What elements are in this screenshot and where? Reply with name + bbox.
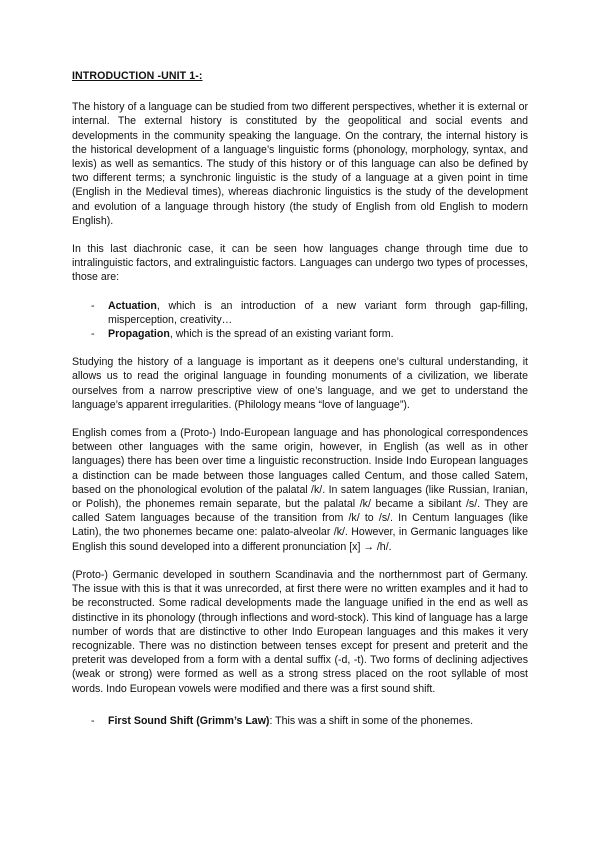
list-item-actuation [72,299,528,327]
paragraph-external-internal-history: The history of a language can be studied from two different perspectives, whether it is external or internal. The external history is constituted by the geopolitical and social events and developments in the community speaking the language. On the contrary, the internal history is the historical development of a language’s linguistic forms (phonology, morphology, syntax, and lexis) as well as semantics. The study of this history or of this language can also be defined by two different terms; a synchronic linguistic is the study of a language at a given point in time (English in the Medieval times), whereas diachronic linguistics is the study of the development and evolution of a language through history (the study of English from old English to modern English). [72,101,528,227]
term-propagation: Propagation [108,328,170,341]
document-body [72,69,528,742]
list-item-propagation [72,327,528,341]
paragraph-importance-of-history: Studying the history of a language is important as it deepens one’s cultural understanding, it allows us to read the original language in founding monuments of a civilization, we liberate ourselves from a narrow prescriptive view of one’s language, and we get to understand the language’s apparent irregularities. (Philology means “love of language”). [72,356,528,411]
paragraph-proto-germanic: (Proto-) Germanic developed in southern Scandinavia and the northernmost part of Germany. The issue with this is that it was unrecorded, at first there were no written examples and it had to be reconstructed. Some radical developments made the language unified in the end as well as distinctive in its phonology (through inflections and word-stock). This kind of language has a large number of words that are distinctive to other Indo European languages and this makes it very recognizable. There was no distinction between tenses except for present and preterit and the preterit was developed from a form with a dental suffix (-d, -t). Two forms of declining adjectives (weak or strong) were formed as well as a strong stress placed on the root syllable of most words. Indo European vowels were modified and there was a first sound shift. [72,568,528,695]
list-item-first-sound-shift [72,714,528,728]
section-title: INTRODUCTION -UNIT 1-: [72,70,203,82]
sound-shift-list [72,714,528,728]
paragraph-diachronic-change: In this last diachronic case, it can be seen how languages change through time due to intralinguistic factors, and extralinguistic factors. Languages can undergo two types of processes, those are: [72,243,528,284]
bullet-dash: - [91,714,95,727]
bullet-dash: - [91,299,95,312]
term-first-sound-shift: First Sound Shift (Grimm’s Law) [108,714,270,727]
definition-first-sound-shift: : This was a shift in some of the phonemes. [269,714,474,727]
bullet-dash: - [91,328,95,341]
definition-actuation: , which is an introduction of a new variant form through gap-filling, misperception, creativity… [108,299,528,326]
term-actuation: Actuation [108,299,157,312]
paragraph-indo-european: English comes from a (Proto-) Indo-European language and has phonological correspondences between other languages with the same origin, however, in English (as well as in other languages) there has been over time a linguistic reconstruction. Inside Indo European languages a distinction can be made between those languages called Centum, and those called Satem, based on the phonological evolution of the palatal /k/. In satem languages (like Russian, Iranian, or Polish), the phonemes remain separate, but the palatal /k/ became a sibilant /s/. They are called Satem languages because of the transition from /k/ to /s/. In Centum languages (like Latin), the two phonemes became one: palato-alveolar /k/. However, in Germanic languages like English this sound developed into a different pronunciation [x] → /h/. [72,427,528,553]
definition-propagation: , which is the spread of an existing variant form. [169,328,394,341]
process-list [72,299,528,342]
